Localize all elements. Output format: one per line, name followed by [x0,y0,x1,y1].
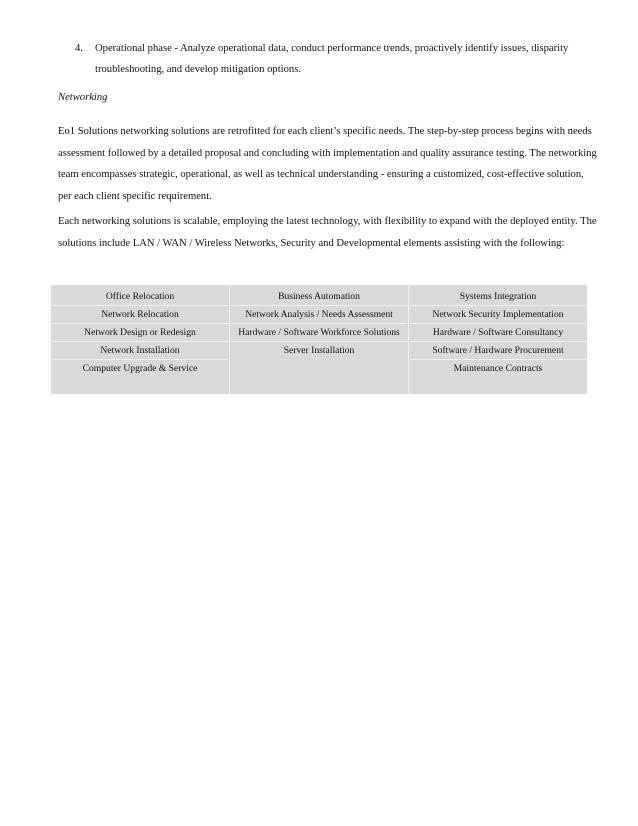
paragraph-networking-scalable: Each networking solutions is scalable, employing the latest technology, with flexibility to expand with the deployed entity. The solutions include LAN / WAN / Wireless Networks, Security and Developmental elements assisting with the following: [58,216,597,249]
numbered-list-item [75,38,595,80]
services-column-2 [229,285,408,394]
service-cell: Hardware / Software Consultancy [410,324,586,342]
service-cell: Network Installation [52,342,228,360]
services-column-1 [51,285,229,394]
paragraph-networking-intro: Eo1 Solutions networking solutions are retrofitted for each client’s specific needs. The step-by-step process begins with needs assessment followed by a detailed proposal and concluding with implementation and quality assurance testing. The networking team encompasses strategic, operational, as well as technical understanding - ensuring a customized, cost-effective solution, per each client specific requirement. [58,126,597,202]
service-cell: Business Automation [231,288,407,306]
service-cell: Network Analysis / Needs Assessment [231,306,407,324]
services-table [51,285,587,394]
services-column-3 [408,285,587,394]
service-cell: Network Design or Redesign [52,324,228,342]
service-cell: Maintenance Contracts [453,363,543,374]
section-heading: Networking [58,92,108,103]
list-item-text: Operational phase - Analyze operational data, conduct performance trends, proactively identify issues, disparity troubleshooting, and develop mitigation options. [95,43,569,75]
service-cell: Computer Upgrade & Service [82,363,198,374]
service-cell: Office Relocation [52,288,228,306]
service-cell: Network Security Implementation [410,306,586,324]
service-cell: Systems Integration [410,288,586,306]
service-cell: Hardware / Software Workforce Solutions [231,324,407,342]
list-number: 4. [75,43,83,54]
service-cell: Software / Hardware Procurement [410,342,586,360]
service-cell: Server Installation [283,345,355,356]
service-cell: Network Relocation [52,306,228,324]
